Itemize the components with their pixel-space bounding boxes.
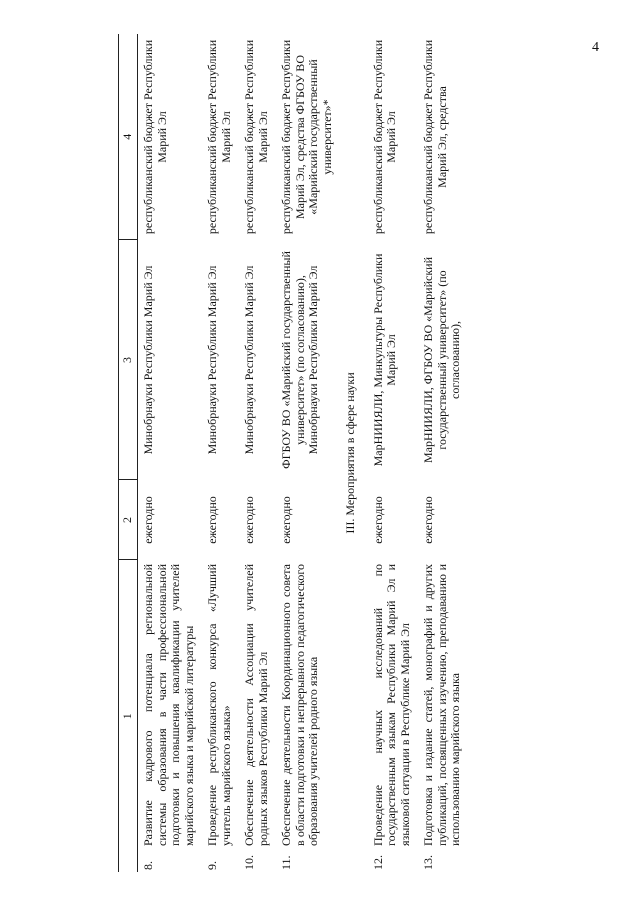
executor: Минобрнауки Республики Марий Эл [141, 265, 155, 455]
row-number: 10. [242, 855, 256, 870]
period: ежегодно [370, 496, 385, 544]
executor: МарНИИЯЛИ, Минкультуры Республики Марий Эл [370, 253, 398, 467]
measure-text: Развитие кадрового потенциала региональной системы образования в части профессиональной подготовки и повышения квалификации учителей марийского языка и марийской литературы [141, 564, 196, 846]
row-number: 13. [421, 855, 435, 870]
section-heading-row [340, 34, 368, 872]
table-row [418, 34, 469, 872]
page-number: 4 [592, 40, 599, 55]
period: ежегодно [421, 496, 435, 544]
measure-text: Проведение республиканского конкурса «Лучший учитель марийского языка» [205, 564, 233, 846]
funding-source: республиканский бюджет Республики Марий Эл, средства [421, 39, 449, 235]
funding-source: республиканский бюджет Республики Марий Эл [205, 39, 233, 235]
measure-text: Проведение научных исследований по государственным языкам Республики Марий Эл и языковой ситуации в Республике Марий Эл [370, 564, 412, 846]
row-number: 12. [370, 855, 385, 870]
table-header-row [119, 34, 138, 872]
funding-source: республиканский бюджет Республики Марий Эл [242, 39, 270, 235]
row-number: 11. [279, 855, 293, 870]
executor: МарНИИЯЛИ, ФГБОУ ВО «Марийский государственный университет» (по согласованию), [421, 256, 462, 464]
funding-source: республиканский бюджет Республики Марий Эл, средства ФГБОУ ВО «Марийский государственный университет»* [279, 39, 334, 235]
section-title: III. Мероприятия в сфере науки [343, 372, 357, 534]
period: ежегодно [242, 496, 256, 544]
row-number: 8. [141, 861, 155, 870]
row-number: 9. [205, 861, 219, 870]
header-col-3: 3 [119, 240, 138, 480]
period: ежегодно [279, 496, 293, 544]
executor: Минобрнауки Республики Марий Эл [205, 265, 219, 455]
period: ежегодно [205, 496, 219, 544]
header-col-1: 1 [119, 560, 138, 872]
funding-source: республиканский бюджет Республики Марий Эл [141, 39, 169, 235]
measure-text: Подготовка и издание статей, монографий и других публикаций, посвященных изучению, преподаванию и использованию марийского языка [421, 564, 462, 846]
executor: Минобрнауки Республики Марий Эл [242, 265, 256, 455]
measures-table [118, 34, 469, 872]
table-row [239, 34, 276, 872]
table-row [276, 34, 340, 872]
table-row [368, 34, 419, 872]
measure-text: Обеспечение деятельности Ассоциации учителей родных языков Республики Марий Эл [242, 564, 270, 846]
header-col-2: 2 [119, 480, 138, 560]
measure-text: Обеспечение деятельности Координационного совета в области подготовки и непрерывного педагогического образования учителей родного языка [279, 564, 320, 846]
rotated-table-container [118, 34, 598, 872]
funding-source: республиканский бюджет Республики Марий Эл [370, 39, 398, 235]
table-row [202, 34, 239, 872]
period: ежегодно [141, 496, 155, 544]
header-col-4: 4 [119, 34, 138, 240]
table-row [138, 34, 203, 872]
executor: ФГБОУ ВО «Марийский государственный университет» (по согласованию), Минобрнауки Республики Марий Эл [279, 251, 320, 469]
